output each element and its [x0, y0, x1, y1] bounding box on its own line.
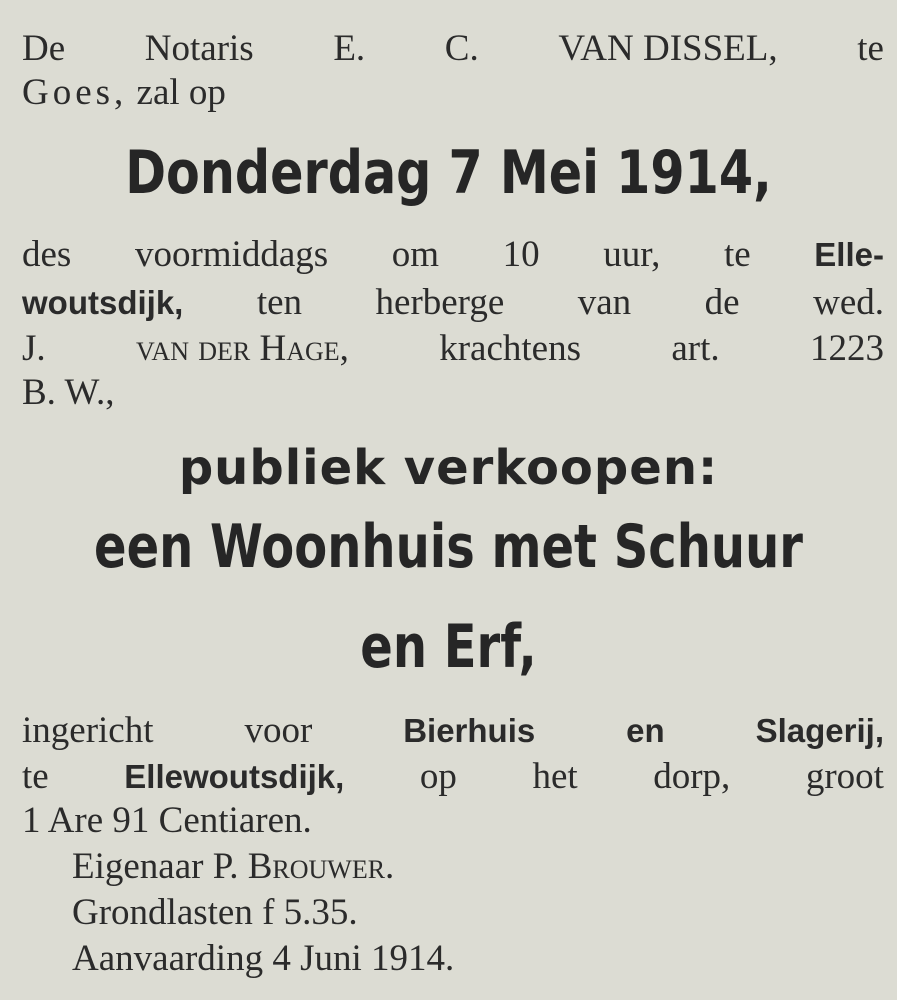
property-headline-continued: en Erf,: [360, 612, 537, 682]
notice-word: om: [391, 234, 440, 275]
innkeeper-name: van der Hage,: [136, 328, 349, 369]
notice-word: 10: [502, 234, 540, 275]
owner-name: P. Brouwer.: [212, 846, 395, 887]
time-line: [22, 234, 884, 276]
notice-word: E.: [333, 28, 366, 69]
notice-word: des: [22, 234, 72, 275]
notice-text: zal op: [127, 72, 226, 113]
legal-line: [22, 328, 884, 370]
notice-word: J.: [22, 328, 46, 369]
village-name: Elle-: [814, 236, 884, 273]
owner-line: [72, 846, 884, 888]
usage-type: en: [626, 712, 665, 749]
area-line: 1 Are 91 Centiaren.: [22, 800, 312, 841]
notice-word: groot: [805, 756, 884, 797]
notice-word: ten: [256, 282, 303, 323]
notice-word: te: [723, 234, 751, 275]
village-name: woutsdijk,: [22, 284, 184, 321]
situation-line: [22, 756, 884, 798]
notice-word: voormiddags: [134, 234, 329, 275]
location-line: [22, 72, 884, 114]
notice-word: op: [419, 756, 457, 797]
notice-word: krachtens: [439, 328, 582, 369]
owner-label: Eigenaar: [72, 846, 213, 887]
possession-line: Aanvaarding 4 Juni 1914.: [72, 938, 455, 979]
usage-type: Slagerij,: [755, 712, 884, 749]
village-name: Ellewoutsdijk,: [124, 758, 345, 795]
notice-word: te: [22, 756, 49, 797]
notice-word: art.: [671, 328, 720, 369]
notice-word: van: [577, 282, 632, 323]
notice-word: De: [22, 28, 66, 69]
auction-date-headline: Donderdag 7 Mei 1914,: [125, 138, 772, 208]
notice-word: de: [704, 282, 740, 323]
town-name: Goes,: [22, 72, 128, 113]
article-number: 1223: [809, 328, 884, 369]
venue-line: [22, 282, 884, 324]
notice-word: dorp,: [653, 756, 731, 797]
property-headline: een Woonhuis met Schuur: [94, 512, 803, 582]
notary-name: VAN DISSEL,: [558, 28, 778, 69]
notice-word: voor: [244, 710, 313, 751]
notice-word: wed.: [813, 282, 884, 323]
notice-word: te: [857, 28, 884, 69]
notary-line: [22, 28, 884, 70]
notice-word: C.: [444, 28, 479, 69]
ground-charges-line: Grondlasten f 5.35.: [72, 892, 358, 933]
public-sale-headline: publiek verkoopen:: [178, 440, 719, 496]
notice-word: het: [532, 756, 578, 797]
notice-word: uur,: [603, 234, 661, 275]
notice-word: Notaris: [144, 28, 254, 69]
notice-word: ingericht: [22, 710, 154, 751]
legal-code-line: B. W.,: [22, 372, 115, 413]
usage-type: Bierhuis: [403, 712, 536, 749]
notice-word: herberge: [375, 282, 505, 323]
usage-line: [22, 710, 884, 752]
